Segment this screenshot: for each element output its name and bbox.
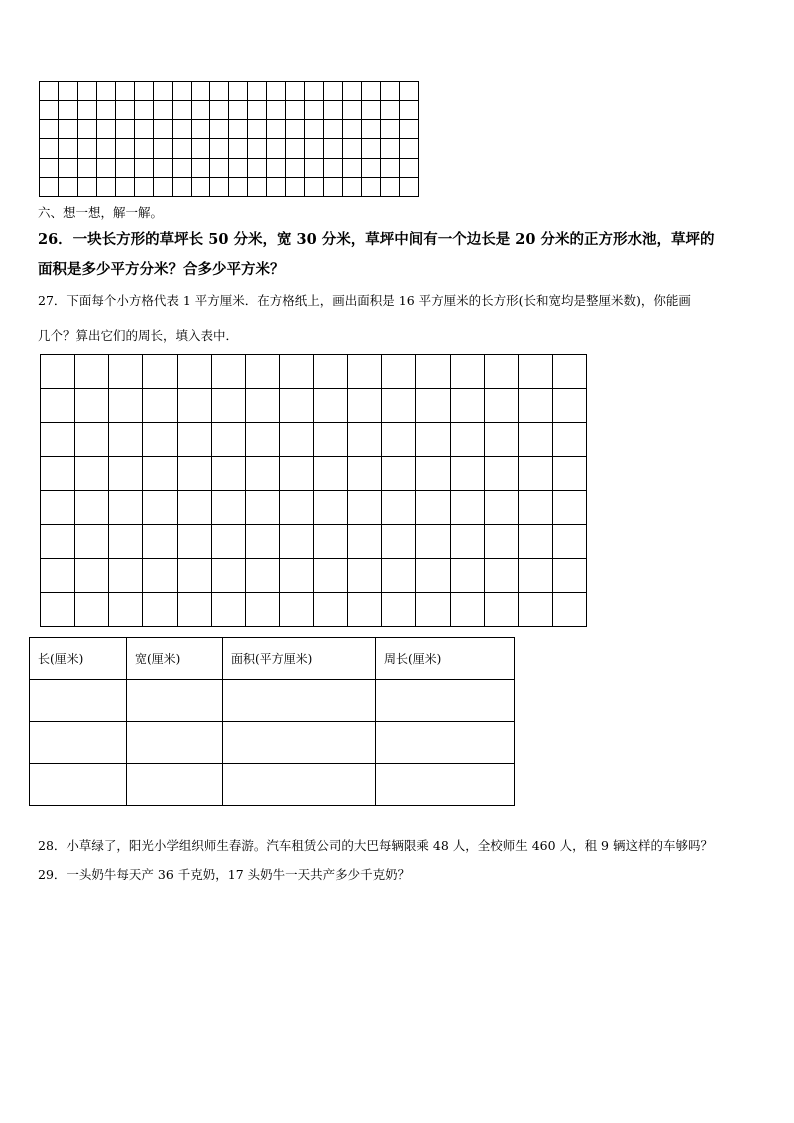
grid-cell: [177, 491, 211, 525]
answer-cell[interactable]: [376, 722, 515, 764]
grid-cell: [324, 139, 343, 158]
grid-row: [41, 389, 587, 423]
grid-cell: [518, 423, 552, 457]
grid-cell: [450, 525, 484, 559]
grid-cell: [324, 177, 343, 196]
grid-row: [41, 525, 587, 559]
grid-cell: [177, 389, 211, 423]
grid-cell: [416, 525, 450, 559]
grid-cell: [77, 82, 96, 101]
grid-row: [41, 593, 587, 627]
grid-cell: [380, 158, 399, 177]
grid-cell: [279, 491, 313, 525]
grid-cell: [361, 158, 380, 177]
grid-cell: [324, 158, 343, 177]
grid-cell: [229, 120, 248, 139]
grid-cell: [134, 177, 153, 196]
grid-row: [40, 139, 419, 158]
grid-cell: [58, 101, 77, 120]
grid-cell: [380, 101, 399, 120]
grid-cell: [172, 177, 191, 196]
grid-cell: [143, 423, 177, 457]
grid-cell: [40, 120, 59, 139]
grid-cell: [58, 82, 77, 101]
grid-cell: [109, 389, 143, 423]
grid-cell: [552, 559, 586, 593]
section-heading: 六、想一想，解一解。: [38, 205, 164, 220]
grid-cell: [314, 355, 348, 389]
grid-cell: [399, 139, 418, 158]
question-28: 28．小草绿了，阳光小学组织师生春游。汽车租赁公司的大巴每辆限乘 48 人，全校师生 460 人，租 9 辆这样的车够吗？: [38, 838, 713, 853]
grid-cell: [279, 389, 313, 423]
grid-cell: [115, 82, 134, 101]
grid-cell: [109, 355, 143, 389]
grid-cell: [348, 525, 382, 559]
grid-cell: [75, 559, 109, 593]
answer-table: [29, 637, 515, 806]
grid-cell: [248, 82, 267, 101]
grid-cell: [75, 423, 109, 457]
grid-cell: [552, 525, 586, 559]
grid-cell: [245, 457, 279, 491]
header-length: 长(厘米): [30, 638, 127, 680]
grid-cell: [361, 139, 380, 158]
question-26-line1: 26．一块长方形的草坪长 50 分米，宽 30 分米，草坪中间有一个边长是 20 分米的正方形水池，草坪的: [38, 231, 715, 248]
grid-cell: [245, 525, 279, 559]
answer-cell[interactable]: [223, 764, 376, 806]
answer-cell[interactable]: [127, 722, 223, 764]
grid-cell: [143, 457, 177, 491]
grid-cell: [41, 355, 75, 389]
grid-cell: [279, 457, 313, 491]
grid-row: [41, 355, 587, 389]
grid-cell: [343, 82, 362, 101]
grid-cell: [267, 120, 286, 139]
grid-cell: [279, 593, 313, 627]
grid-cell: [210, 101, 229, 120]
grid-cell: [210, 177, 229, 196]
grid-cell: [229, 139, 248, 158]
grid-cell: [361, 101, 380, 120]
grid-cell: [58, 139, 77, 158]
answer-cell[interactable]: [30, 680, 127, 722]
grid-cell: [399, 158, 418, 177]
grid-cell: [343, 101, 362, 120]
question-29: 29．一头奶牛每天产 36 千克奶，17 头奶牛一天共产多少千克奶？: [38, 867, 411, 882]
grid-cell: [343, 139, 362, 158]
grid-cell: [314, 525, 348, 559]
grid-row: [40, 158, 419, 177]
grid-cell: [77, 158, 96, 177]
grid-cell: [416, 389, 450, 423]
grid-cell: [191, 158, 210, 177]
grid-cell: [279, 525, 313, 559]
grid-cell: [382, 457, 416, 491]
grid-cell: [58, 158, 77, 177]
grid-cell: [211, 389, 245, 423]
grid-cell: [552, 389, 586, 423]
grid-cell: [305, 158, 324, 177]
grid-cell: [96, 158, 115, 177]
grid-cell: [518, 355, 552, 389]
grid-cell: [314, 389, 348, 423]
question-27-line1: 27．下面每个小方格代表 1 平方厘米．在方格纸上，画出面积是 16 平方厘米的长方形(长和宽均是整厘米数)，你能画: [38, 293, 691, 308]
grid-cell: [245, 491, 279, 525]
grid-cell: [153, 101, 172, 120]
table-row: [30, 680, 515, 722]
grid-cell: [41, 423, 75, 457]
grid-cell: [267, 158, 286, 177]
grid-cell: [115, 139, 134, 158]
grid-cell: [305, 139, 324, 158]
grid-cell: [450, 593, 484, 627]
grid-cell: [191, 177, 210, 196]
grid-cell: [305, 120, 324, 139]
grid-cell: [484, 423, 518, 457]
grid-cell: [96, 177, 115, 196]
answer-cell[interactable]: [30, 764, 127, 806]
grid-cell: [75, 355, 109, 389]
grid-cell: [450, 389, 484, 423]
grid-cell: [191, 139, 210, 158]
grid-cell: [399, 177, 418, 196]
grid-cell: [450, 355, 484, 389]
grid-cell: [484, 559, 518, 593]
grid-cell: [153, 177, 172, 196]
grid-paper-top: [39, 81, 419, 197]
grid-cell: [305, 101, 324, 120]
grid-cell: [314, 423, 348, 457]
grid-cell: [552, 355, 586, 389]
grid-cell: [314, 491, 348, 525]
answer-cell[interactable]: [376, 764, 515, 806]
grid-cell: [115, 158, 134, 177]
grid-row: [40, 177, 419, 196]
grid-cell: [286, 101, 305, 120]
grid-cell: [177, 559, 211, 593]
grid-cell: [211, 355, 245, 389]
grid-cell: [75, 389, 109, 423]
grid-cell: [416, 423, 450, 457]
grid-cell: [450, 423, 484, 457]
grid-cell: [134, 158, 153, 177]
grid-cell: [211, 423, 245, 457]
question-27-line2: 几个？算出它们的周长，填入表中．: [38, 328, 239, 343]
grid-cell: [248, 120, 267, 139]
grid-cell: [343, 158, 362, 177]
answer-cell[interactable]: [376, 680, 515, 722]
grid-cell: [361, 177, 380, 196]
grid-cell: [248, 139, 267, 158]
grid-cell: [143, 355, 177, 389]
grid-cell: [518, 457, 552, 491]
header-width: 宽(厘米): [127, 638, 223, 680]
grid-cell: [172, 158, 191, 177]
grid-cell: [40, 101, 59, 120]
grid-cell: [41, 593, 75, 627]
grid-cell: [552, 423, 586, 457]
grid-cell: [245, 423, 279, 457]
grid-cell: [245, 389, 279, 423]
grid-cell: [382, 423, 416, 457]
grid-cell: [450, 491, 484, 525]
grid-cell: [518, 491, 552, 525]
grid-cell: [58, 120, 77, 139]
grid-row: [40, 82, 419, 101]
grid-cell: [380, 120, 399, 139]
grid-cell: [177, 457, 211, 491]
grid-cell: [484, 389, 518, 423]
grid-cell: [380, 177, 399, 196]
grid-cell: [75, 593, 109, 627]
grid-row: [41, 491, 587, 525]
grid-cell: [77, 101, 96, 120]
grid-cell: [143, 559, 177, 593]
grid-cell: [40, 158, 59, 177]
grid-cell: [191, 101, 210, 120]
grid-cell: [267, 101, 286, 120]
answer-cell[interactable]: [223, 680, 376, 722]
grid-cell: [314, 593, 348, 627]
grid-cell: [153, 82, 172, 101]
grid-cell: [229, 101, 248, 120]
grid-cell: [382, 525, 416, 559]
grid-cell: [343, 120, 362, 139]
answer-cell[interactable]: [223, 722, 376, 764]
grid-cell: [380, 139, 399, 158]
grid-row: [41, 423, 587, 457]
grid-cell: [40, 82, 59, 101]
grid-cell: [245, 355, 279, 389]
grid-cell: [416, 593, 450, 627]
grid-cell: [399, 120, 418, 139]
grid-cell: [484, 593, 518, 627]
grid-cell: [279, 559, 313, 593]
grid-cell: [58, 177, 77, 196]
grid-cell: [279, 355, 313, 389]
grid-cell: [267, 139, 286, 158]
grid-cell: [229, 158, 248, 177]
grid-row: [40, 120, 419, 139]
grid-cell: [77, 139, 96, 158]
table-header-row: [30, 638, 515, 680]
grid-cell: [267, 177, 286, 196]
grid-row: [41, 457, 587, 491]
grid-cell: [96, 120, 115, 139]
grid-cell: [96, 82, 115, 101]
grid-cell: [153, 158, 172, 177]
grid-cell: [382, 389, 416, 423]
grid-cell: [134, 82, 153, 101]
header-perimeter: 周长(厘米): [376, 638, 515, 680]
grid-cell: [450, 457, 484, 491]
grid-cell: [552, 593, 586, 627]
grid-cell: [324, 82, 343, 101]
grid-cell: [286, 139, 305, 158]
grid-cell: [484, 355, 518, 389]
grid-cell: [77, 120, 96, 139]
grid-cell: [109, 593, 143, 627]
grid-cell: [286, 177, 305, 196]
grid-cell: [211, 525, 245, 559]
answer-cell[interactable]: [30, 722, 127, 764]
grid-cell: [286, 120, 305, 139]
grid-cell: [305, 82, 324, 101]
grid-cell: [75, 491, 109, 525]
table-row: [30, 764, 515, 806]
grid-cell: [109, 457, 143, 491]
grid-cell: [484, 491, 518, 525]
grid-cell: [211, 559, 245, 593]
grid-cell: [177, 423, 211, 457]
grid-cell: [361, 120, 380, 139]
grid-cell: [245, 593, 279, 627]
grid-cell: [552, 457, 586, 491]
grid-cell: [416, 559, 450, 593]
grid-cell: [380, 82, 399, 101]
grid-cell: [134, 101, 153, 120]
grid-cell: [245, 559, 279, 593]
grid-cell: [134, 120, 153, 139]
grid-cell: [348, 593, 382, 627]
grid-cell: [96, 101, 115, 120]
grid-cell: [248, 101, 267, 120]
grid-cell: [450, 559, 484, 593]
grid-cell: [75, 457, 109, 491]
grid-cell: [416, 355, 450, 389]
grid-cell: [109, 491, 143, 525]
answer-cell[interactable]: [127, 680, 223, 722]
grid-cell: [305, 177, 324, 196]
grid-cell: [229, 177, 248, 196]
grid-cell: [324, 101, 343, 120]
grid-row: [41, 559, 587, 593]
grid-cell: [210, 120, 229, 139]
grid-cell: [348, 389, 382, 423]
grid-cell: [314, 559, 348, 593]
grid-cell: [518, 559, 552, 593]
grid-cell: [41, 525, 75, 559]
grid-cell: [172, 120, 191, 139]
grid-cell: [75, 525, 109, 559]
grid-cell: [191, 120, 210, 139]
grid-cell: [211, 491, 245, 525]
grid-cell: [286, 82, 305, 101]
grid-cell: [348, 491, 382, 525]
grid-cell: [348, 559, 382, 593]
grid-cell: [518, 389, 552, 423]
header-area: 面积(平方厘米): [223, 638, 376, 680]
grid-cell: [40, 139, 59, 158]
grid-cell: [210, 82, 229, 101]
grid-cell: [416, 457, 450, 491]
grid-paper-square-cm: [40, 354, 587, 627]
grid-cell: [41, 559, 75, 593]
grid-cell: [143, 491, 177, 525]
grid-cell: [96, 139, 115, 158]
grid-cell: [552, 491, 586, 525]
grid-cell: [382, 593, 416, 627]
grid-cell: [134, 139, 153, 158]
grid-cell: [210, 158, 229, 177]
grid-cell: [267, 82, 286, 101]
grid-cell: [109, 559, 143, 593]
grid-cell: [109, 525, 143, 559]
grid-cell: [153, 120, 172, 139]
grid-cell: [382, 559, 416, 593]
grid-cell: [172, 139, 191, 158]
grid-cell: [484, 525, 518, 559]
grid-cell: [348, 457, 382, 491]
grid-cell: [153, 139, 172, 158]
grid-cell: [115, 177, 134, 196]
grid-cell: [382, 491, 416, 525]
grid-cell: [177, 355, 211, 389]
grid-cell: [109, 423, 143, 457]
grid-cell: [41, 389, 75, 423]
question-26-line2: 面积是多少平方分米？合多少平方米？: [38, 261, 285, 278]
grid-cell: [115, 120, 134, 139]
grid-cell: [77, 177, 96, 196]
grid-cell: [286, 158, 305, 177]
grid-cell: [40, 177, 59, 196]
grid-cell: [211, 593, 245, 627]
grid-cell: [172, 101, 191, 120]
grid-cell: [229, 82, 248, 101]
answer-cell[interactable]: [127, 764, 223, 806]
grid-cell: [210, 139, 229, 158]
grid-cell: [115, 101, 134, 120]
grid-cell: [382, 355, 416, 389]
grid-row: [40, 101, 419, 120]
grid-cell: [143, 389, 177, 423]
grid-cell: [177, 593, 211, 627]
grid-cell: [143, 593, 177, 627]
grid-cell: [361, 82, 380, 101]
grid-cell: [343, 177, 362, 196]
grid-cell: [41, 457, 75, 491]
grid-cell: [248, 158, 267, 177]
grid-cell: [248, 177, 267, 196]
grid-cell: [177, 525, 211, 559]
grid-cell: [416, 491, 450, 525]
table-row: [30, 722, 515, 764]
grid-cell: [399, 101, 418, 120]
grid-cell: [324, 120, 343, 139]
grid-cell: [518, 593, 552, 627]
grid-cell: [172, 82, 191, 101]
grid-cell: [348, 355, 382, 389]
grid-cell: [399, 82, 418, 101]
grid-cell: [484, 457, 518, 491]
grid-cell: [279, 423, 313, 457]
grid-cell: [41, 491, 75, 525]
grid-cell: [143, 525, 177, 559]
grid-cell: [314, 457, 348, 491]
grid-cell: [518, 525, 552, 559]
grid-cell: [348, 423, 382, 457]
grid-cell: [191, 82, 210, 101]
grid-cell: [211, 457, 245, 491]
